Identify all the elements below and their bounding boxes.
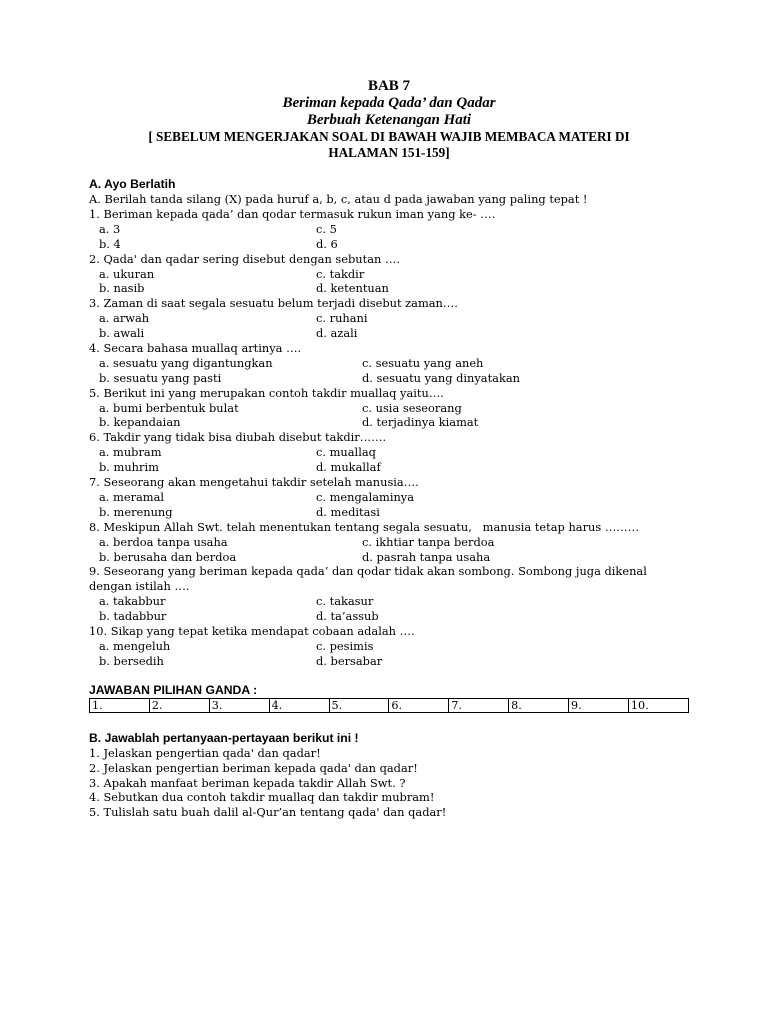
question-3 (89, 296, 689, 341)
answer-cell-8[interactable]: 8. (509, 698, 569, 712)
option-a: a. mubram (99, 445, 162, 460)
question-text: 2. Qada' dan qadar sering disebut dengan sebutan …. (89, 251, 400, 266)
essay-question-4: 4. Sebutkan dua contoh takdir muallaq dan takdir mubram! (89, 790, 435, 805)
option-b: b. muhrim (99, 460, 159, 475)
option-c: c. ruhani (316, 311, 368, 326)
section-a-instruction: A. Berilah tanda silang (X) pada huruf a, b, c, atau d pada jawaban yang paling tepat ! (89, 192, 588, 206)
question-text: 6. Takdir yang tidak bisa diubah disebut takdir……. (89, 430, 387, 445)
option-c: c. 5 (316, 221, 337, 236)
option-c: c. mengalaminya (316, 489, 415, 504)
option-d: d. bersabar (316, 653, 383, 668)
question-2 (89, 252, 689, 297)
question-6 (89, 430, 689, 475)
answer-cell-6[interactable]: 6. (389, 698, 449, 712)
option-c: c. sesuatu yang aneh (362, 355, 484, 370)
question-text: 9. Seseorang yang beriman kepada qada’ dan qodar tidak akan sombong. Sombong juga dikenal dengan istilah …. (89, 564, 647, 594)
option-a: a. bumi berbentuk bulat (99, 400, 239, 415)
option-c: c. takdir (316, 266, 365, 281)
section-b-title: B. Jawablah pertanyaan-pertayaan berikut ini ! (89, 730, 359, 745)
answer-cell-4[interactable]: 4. (269, 698, 329, 712)
option-b: b. kepandaian (99, 415, 181, 430)
answer-grid (89, 698, 689, 713)
chapter-subtitle: Berbuah Ketenangan Hati (306, 112, 472, 128)
option-a: a. meramal (99, 489, 165, 504)
option-c: c. ikhtiar tanpa berdoa (362, 534, 495, 549)
option-d: d. ketentuan (316, 281, 389, 296)
chapter-label: BAB 7 (367, 78, 411, 94)
option-a: a. takabbur (99, 594, 166, 609)
option-d: d. sesuatu yang dinyatakan (362, 370, 520, 385)
option-a: a. berdoa tanpa usaha (99, 534, 228, 549)
option-a: a. mengeluh (99, 638, 171, 653)
essay-question-2: 2. Jelaskan pengertian beriman kepada qada' dan qadar! (89, 760, 418, 775)
option-a: a. ukuran (99, 266, 155, 281)
section-a-title: A. Ayo Berlatih (89, 177, 176, 191)
option-d: d. ta’assub (316, 609, 379, 624)
option-b: b. bersedih (99, 653, 164, 668)
question-text: 5. Berikut ini yang merupakan contoh takdir muallaq yaitu…. (89, 385, 444, 400)
question-7 (89, 475, 689, 520)
option-b: b. 4 (99, 236, 121, 251)
question-8 (89, 520, 689, 565)
answer-cell-5[interactable]: 5. (329, 698, 389, 712)
option-a: a. 3 (99, 221, 121, 236)
option-c: c. takasur (316, 594, 374, 609)
answer-cell-1[interactable]: 1. (90, 698, 150, 712)
option-b: b. awali (99, 326, 145, 341)
answer-cell-9[interactable]: 9. (569, 698, 629, 712)
answer-cell-3[interactable]: 3. (209, 698, 269, 712)
option-d: d. terjadinya kiamat (362, 415, 479, 430)
option-d: d. azali (316, 326, 358, 341)
essay-question-3: 3. Apakah manfaat beriman kepada takdir Allah Swt. ? (89, 775, 406, 790)
question-text: 10. Sikap yang tepat ketika mendapat cobaan adalah …. (89, 624, 415, 638)
reading-note-line2: HALAMAN 151-159] (328, 145, 450, 160)
option-b: b. tadabbur (99, 609, 167, 624)
option-d: d. mukallaf (316, 460, 381, 475)
question-text: 3. Zaman di saat segala sesuatu belum terjadi disebut zaman…. (89, 296, 458, 311)
question-9 (89, 564, 689, 624)
answer-cell-2[interactable]: 2. (149, 698, 209, 712)
option-b: b. merenung (99, 504, 173, 519)
question-10 (89, 624, 689, 669)
option-c: c. muallaq (316, 445, 376, 460)
option-b: b. sesuatu yang pasti (99, 370, 222, 385)
question-4 (89, 341, 689, 386)
question-text: 7. Seseorang akan mengetahui takdir setelah manusia…. (89, 475, 419, 490)
question-1 (89, 207, 689, 252)
essay-question-5: 5. Tulislah satu buah dalil al-Qur’an tentang qada' dan qadar! (89, 805, 447, 820)
option-d: d. pasrah tanpa usaha (362, 549, 491, 564)
option-c: c. usia seseorang (362, 400, 462, 415)
answer-cell-10[interactable]: 10. (628, 698, 688, 712)
option-c: c. pesimis (316, 638, 374, 653)
option-b: b. berusaha dan berdoa (99, 549, 237, 564)
option-d: d. meditasi (316, 504, 380, 519)
document-header (89, 78, 689, 161)
option-a: a. arwah (99, 311, 150, 326)
chapter-title: Beriman kepada Qada’ dan Qadar (282, 95, 496, 111)
worksheet-page (89, 78, 689, 820)
essay-question-1: 1. Jelaskan pengertian qada' dan qadar! (89, 745, 321, 760)
option-a: a. sesuatu yang digantungkan (99, 355, 273, 370)
question-5 (89, 386, 689, 431)
question-text: 4. Secara bahasa muallaq artinya …. (89, 340, 302, 355)
question-text: 1. Beriman kepada qada’ dan qodar termasuk rukun iman yang ke- …. (89, 206, 496, 221)
answer-cell-7[interactable]: 7. (449, 698, 509, 712)
answer-grid-title: JAWABAN PILIHAN GANDA : (89, 682, 258, 697)
option-b: b. nasib (99, 281, 145, 296)
option-d: d. 6 (316, 236, 338, 251)
question-text: 8. Meskipun Allah Swt. telah menentukan tentang segala sesuatu, manusia tetap harus ……… (89, 519, 639, 534)
reading-note-line1: [ SEBELUM MENGERJAKAN SOAL DI BAWAH WAJIB MEMBACA MATERI DI (148, 129, 630, 144)
